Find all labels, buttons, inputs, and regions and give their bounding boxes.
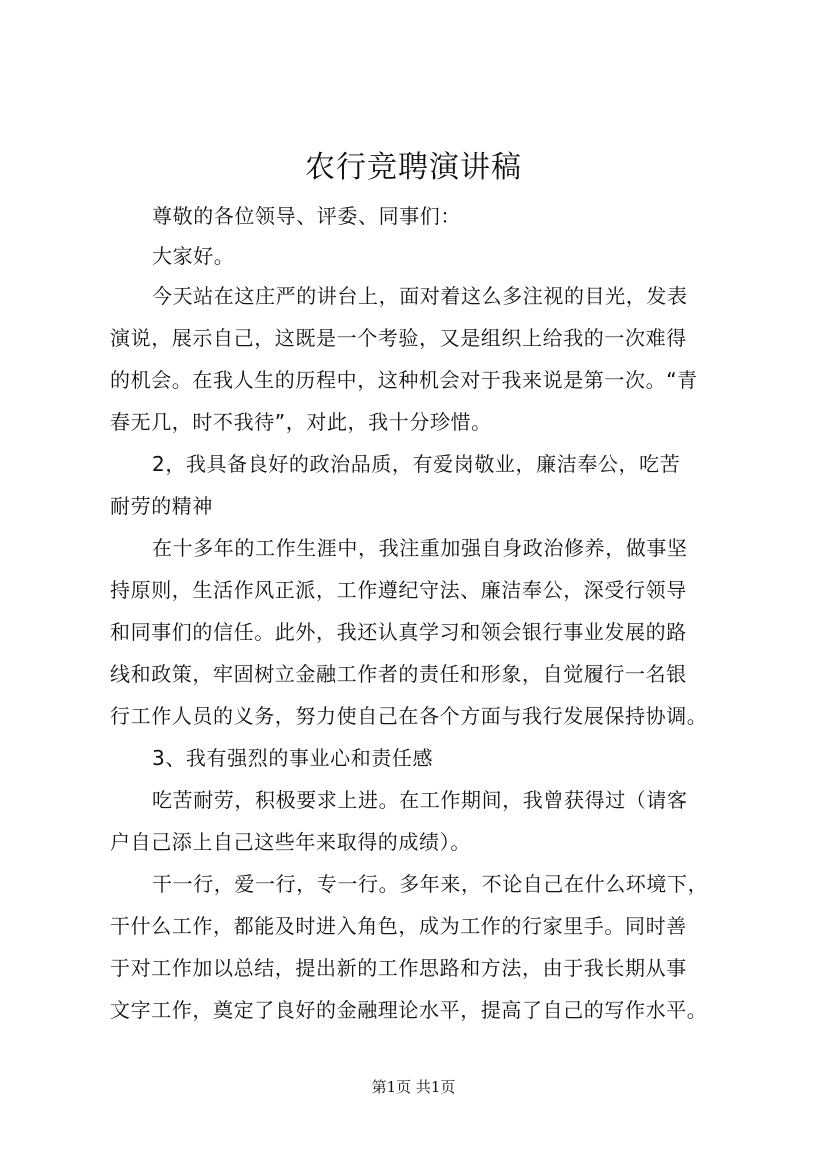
paragraph-line: 今天站在这庄严的讲台上，面对着这么多注视的目光，发表 [152, 284, 688, 308]
section-heading-line: 2，我具备良好的政治品质，有爱岗敬业，廉洁奉公，吃苦 [152, 452, 681, 476]
paragraph-line: 于对工作加以总结，提出新的工作思路和方法，由于我长期从事 [110, 956, 687, 980]
section-heading-line: 耐劳的精神 [110, 494, 213, 518]
paragraph-line: 干什么工作，都能及时进入角色，成为工作的行家里手。同时善 [110, 914, 687, 938]
paragraph-line: 在十多年的工作生涯中，我注重加强自身政治修养，做事坚 [152, 536, 688, 560]
paragraph-line: 的机会。在我人生的历程中，这种机会对于我来说是第一次。“青 [110, 368, 698, 392]
paragraph-line: 文字工作，奠定了良好的金融理论水平，提高了自己的写作水平。 [110, 998, 708, 1022]
greeting-line: 大家好。 [152, 244, 235, 268]
paragraph-line: 线和政策，牢固树立金融工作者的责任和形象，自觉履行一名银 [110, 662, 687, 686]
section-heading-line: 3、我有强烈的事业心和责任感 [152, 746, 434, 770]
document-title: 农行竞聘演讲稿 [305, 150, 522, 185]
paragraph-line: 春无几，时不我待”，对此，我十分珍惜。 [110, 410, 492, 434]
paragraph-line: 户自己添上自己这些年来取得的成绩）。 [110, 830, 471, 854]
page-footer: 第1页 共1页 [371, 1078, 456, 1096]
paragraph-line: 持原则，生活作风正派，工作遵纪守法、廉洁奉公，深受行领导 [110, 578, 687, 602]
salutation-line: 尊敬的各位领导、评委、同事们： [152, 204, 461, 228]
paragraph-line: 吃苦耐劳，积极要求上进。在工作期间，我曾获得过（请客 [152, 788, 688, 812]
paragraph-line: 和同事们的信任。此外，我还认真学习和领会银行事业发展的路 [110, 620, 687, 644]
paragraph-line: 行工作人员的义务，努力使自己在各个方面与我行发展保持协调。 [110, 704, 708, 728]
paragraph-line: 演说，展示自己，这既是一个考验，又是组织上给我的一次难得 [110, 326, 687, 350]
paragraph-line: 干一行，爱一行，专一行。多年来，不论自己在什么环境下， [152, 872, 709, 896]
